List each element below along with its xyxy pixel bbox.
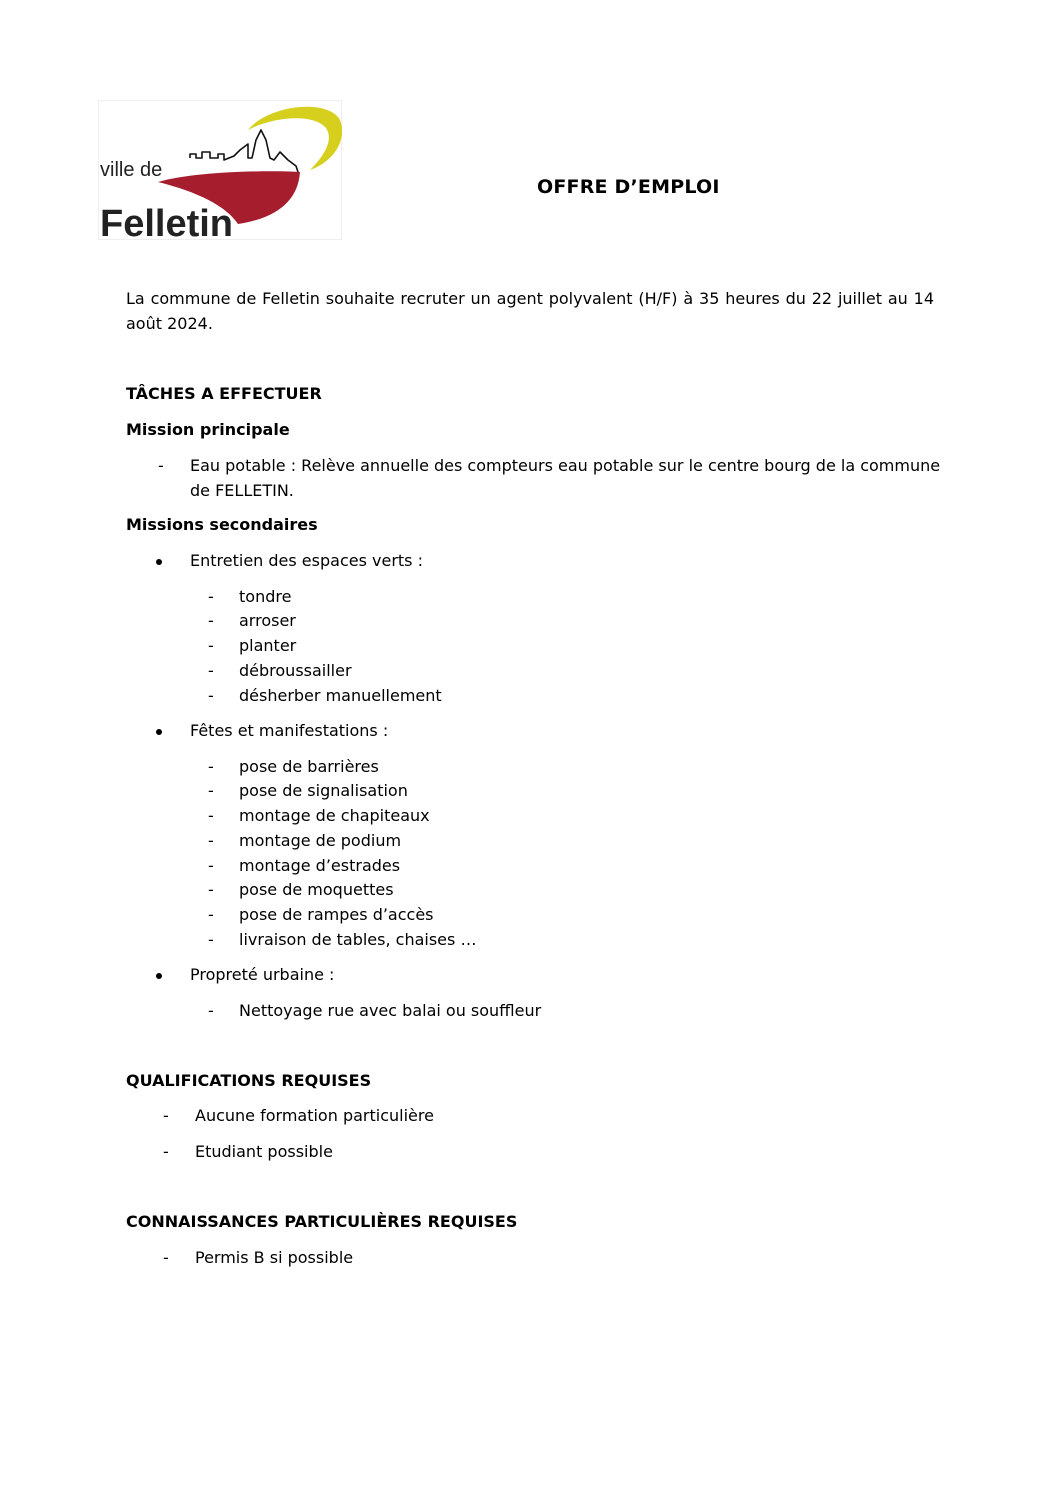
list-dash: - bbox=[208, 636, 214, 655]
list-item: désherber manuellement bbox=[239, 686, 442, 705]
list-dash: - bbox=[208, 856, 214, 875]
felletin-logo bbox=[98, 100, 342, 240]
connaissances-heading: CONNAISSANCES PARTICULIÈRES REQUISES bbox=[126, 1212, 518, 1231]
list-dash: - bbox=[163, 1248, 169, 1267]
list-dash: - bbox=[163, 1142, 169, 1161]
list-item: Etudiant possible bbox=[195, 1142, 333, 1161]
list-dash: - bbox=[208, 831, 214, 850]
list-item: Permis B si possible bbox=[195, 1248, 354, 1267]
logo-text-felletin: Felletin bbox=[100, 203, 234, 240]
list-item: pose de barrières bbox=[239, 757, 379, 776]
list-dash: - bbox=[208, 661, 214, 680]
list-bullet bbox=[156, 559, 162, 565]
list-item: Aucune formation particulière bbox=[195, 1106, 434, 1125]
list-item: arroser bbox=[239, 611, 296, 630]
felletin-logo-graphic bbox=[98, 100, 342, 240]
logo-text-ville: ville de bbox=[100, 159, 163, 181]
list-bullet bbox=[156, 973, 162, 979]
list-item: pose de signalisation bbox=[239, 781, 408, 800]
page-title: OFFRE D’EMPLOI bbox=[537, 176, 720, 198]
list-dash: - bbox=[163, 1106, 169, 1125]
list-bullet bbox=[156, 729, 162, 735]
mission-principale-item-line2: de FELLETIN. bbox=[190, 481, 294, 500]
list-dash: - bbox=[208, 587, 214, 606]
list-dash: - bbox=[208, 781, 214, 800]
mission-principale-item-line1: Eau potable : Relève annuelle des compteurs eau potable sur le centre bourg de la commune bbox=[190, 456, 941, 475]
mission-principale-heading: Mission principale bbox=[126, 420, 290, 439]
list-dash: - bbox=[208, 611, 214, 630]
list-item: montage de podium bbox=[239, 831, 402, 850]
group-label-proprete: Propreté urbaine : bbox=[190, 965, 335, 984]
missions-secondaires-heading: Missions secondaires bbox=[126, 515, 318, 534]
list-dash: - bbox=[208, 905, 214, 924]
list-item: planter bbox=[239, 636, 297, 655]
list-dash: - bbox=[208, 880, 214, 899]
intro-paragraph: La commune de Felletin souhaite recruter un agent polyvalent (H/F) à 35 heures du 22 juillet au 14 août 2024. bbox=[126, 289, 934, 333]
list-item: livraison de tables, chaises … bbox=[239, 930, 477, 949]
qualifications-heading: QUALIFICATIONS REQUISES bbox=[126, 1071, 372, 1090]
list-dash: - bbox=[208, 757, 214, 776]
list-item: Nettoyage rue avec balai ou souffleur bbox=[239, 1001, 542, 1020]
list-item: montage d’estrades bbox=[239, 856, 401, 875]
list-dash: - bbox=[208, 930, 214, 949]
list-dash: - bbox=[208, 686, 214, 705]
group-label-fetes: Fêtes et manifestations : bbox=[190, 721, 389, 740]
taches-heading: TÂCHES A EFFECTUER bbox=[126, 384, 322, 403]
list-dash: - bbox=[208, 1001, 214, 1020]
list-item: débroussailler bbox=[239, 661, 352, 680]
list-dash: - bbox=[158, 456, 164, 475]
group-label-espaces-verts: Entretien des espaces verts : bbox=[190, 551, 423, 570]
list-item: tondre bbox=[239, 587, 292, 606]
list-item: pose de rampes d’accès bbox=[239, 905, 434, 924]
list-dash: - bbox=[208, 806, 214, 825]
list-item: pose de moquettes bbox=[239, 880, 394, 899]
list-item: montage de chapiteaux bbox=[239, 806, 430, 825]
